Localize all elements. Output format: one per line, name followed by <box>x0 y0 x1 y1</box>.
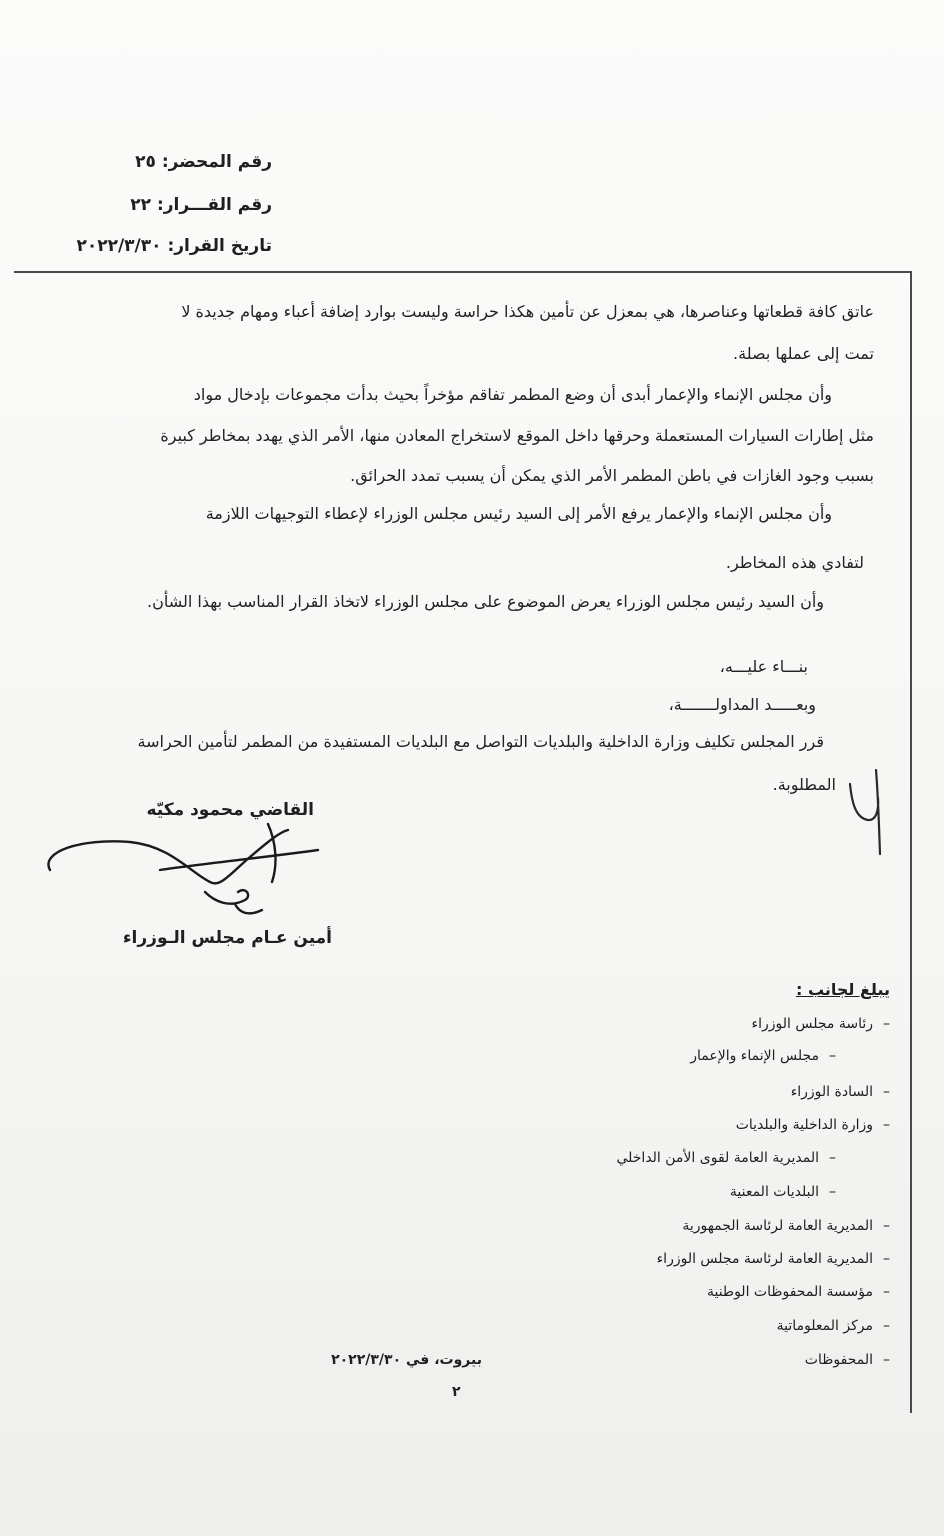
body-line-7: لتفادي هذه المخاطر. <box>725 553 864 572</box>
body-line-5: بسبب وجود الغازات في باطن المطمر الأمر الذي يمكن أن يسبب تمدد الحرائق. <box>350 466 874 485</box>
page-number: ٢ <box>452 1384 461 1400</box>
decision-number: رقم القـــرار: ٢٢ <box>130 195 272 215</box>
body-line-10: وبعـــــد المداولـــــــة، <box>668 695 816 714</box>
distribution-item: –البلديات المعنية <box>729 1184 836 1200</box>
distribution-item: –وزارة الداخلية والبلديات <box>735 1117 890 1133</box>
distribution-item: –رئاسة مجلس الوزراء <box>751 1016 890 1032</box>
body-line-8: وأن السيد رئيس مجلس الوزراء يعرض الموضوع على مجلس الوزراء لاتخاذ القرار المناسب بهذا الشأن. <box>147 592 824 611</box>
signatory-name: القاضي محمود مكيّه <box>146 800 314 820</box>
body-line-1: عاتق كافة قطعاتها وعناصرها، هي بمعزل عن تأمين هكذا حراسة وليست بوارد إضافة أعباء ومهام جديدة لا <box>181 302 874 321</box>
distribution-item: –المديرية العامة لرئاسة الجمهورية <box>682 1218 890 1234</box>
distribution-item: –المديرية العامة لقوى الأمن الداخلي <box>616 1150 836 1166</box>
distribution-title: يبلغ لجانب : <box>795 980 890 999</box>
distribution-item: –مركز المعلوماتية <box>776 1318 890 1334</box>
body-line-3: وأن مجلس الإنماء والإعمار أبدى أن وضع المطمر تفاقم مؤخراً بحيث بدأت مجموعات بإدخال مواد <box>193 385 832 404</box>
distribution-item: –السادة الوزراء <box>790 1084 890 1100</box>
place-and-date: بيروت، في ٢٠٢٢/٣/٣٠ <box>331 1352 482 1368</box>
signature-icon <box>40 812 340 932</box>
body-line-9: بنـــاء عليـــه، <box>719 657 808 676</box>
body-line-6: وأن مجلس الإنماء والإعمار يرفع الأمر إلى السيد رئيس مجلس الوزراء لإعطاء التوجيهات اللازمة <box>205 504 832 523</box>
minutes-number: رقم المحضر: ٢٥ <box>135 152 272 172</box>
distribution-item: –المحفوظات <box>804 1352 890 1368</box>
distribution-item: –المديرية العامة لرئاسة مجلس الوزراء <box>656 1251 890 1267</box>
body-line-2: تمت إلى عملها بصلة. <box>733 344 874 363</box>
distribution-item: –مجلس الإنماء والإعمار <box>690 1048 836 1064</box>
signatory-title: أمين عـام مجلس الـوزراء <box>122 928 332 948</box>
body-line-12: المطلوبة. <box>772 775 836 794</box>
distribution-item: –مؤسسة المحفوظات الوطنية <box>706 1284 890 1300</box>
decision-date: تاريخ القرار: ٢٠٢٢/٣/٣٠ <box>76 236 272 256</box>
handwritten-mark-icon <box>846 764 894 860</box>
body-line-4: مثل إطارات السيارات المستعملة وحرقها داخل الموقع لاستخراج المعادن منها، الأمر الذي يهدد بمخاطر كبيرة <box>160 426 874 445</box>
body-line-11: قرر المجلس تكليف وزارة الداخلية والبلديات التواصل مع البلديات المستفيدة من المطمر لتأمين الحراسة <box>137 732 824 751</box>
